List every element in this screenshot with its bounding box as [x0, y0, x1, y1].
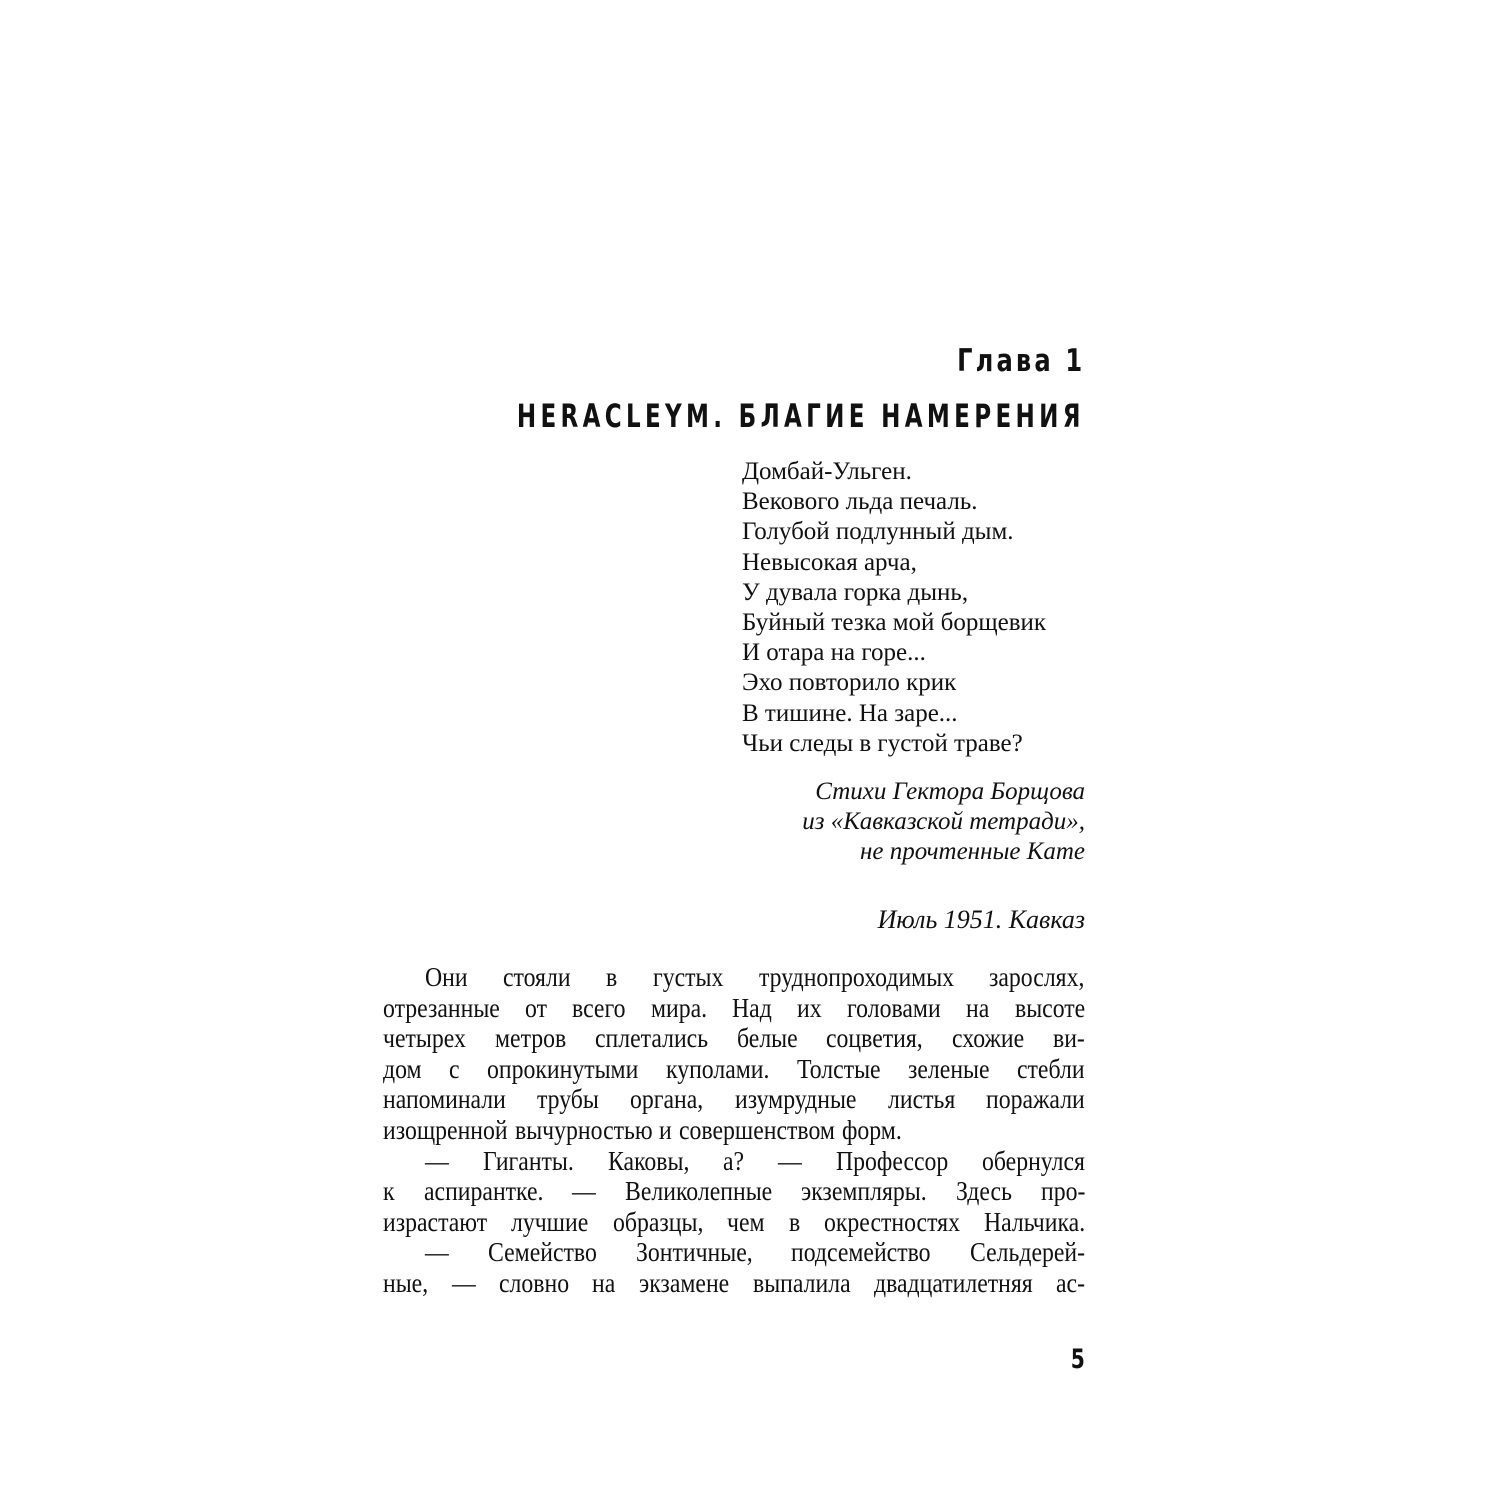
body-line: к аспирантке. — Великолепные экземпляры. Здесь про- — [383, 1176, 1085, 1207]
body-line: ные, — словно на экзамене выпалила двадцатилетняя ас- — [383, 1267, 1085, 1298]
book-page — [383, 0, 1085, 1500]
poem-line: Невысокая арча, — [742, 548, 917, 576]
page-number: 5 — [1070, 1344, 1085, 1375]
body-line: напоминали трубы органа, изумрудные листья поражали — [383, 1084, 1085, 1115]
poem-line: Буйный тезка мой борщевик — [742, 609, 1047, 637]
dateline: Июль 1951. Кавказ — [877, 905, 1085, 934]
chapter-title: HERACLEYM. БЛАГИЕ НАМЕРЕНИЯ — [517, 397, 1085, 435]
body-line: четырех метров сплетались белые соцветия, схожие ви- — [383, 1023, 1085, 1054]
poem-line: Эхо повторило крик — [742, 669, 957, 697]
poem-line: Векового льда печаль. — [742, 488, 978, 516]
attribution-line: из «Кавказской тетради», — [802, 808, 1085, 835]
body-line: дом с опрокинутыми куполами. Толстые зеленые стебли — [383, 1053, 1086, 1084]
body-text — [383, 962, 1085, 1299]
poem-line: Чьи следы в густой траве? — [742, 729, 1023, 757]
body-line: — Семейство Зонтичные, подсемейство Сельдерей- — [425, 1237, 1085, 1268]
attribution-line: Стихи Гектора Борщова — [815, 778, 1085, 805]
epigraph-poem — [742, 457, 1046, 759]
body-line: — Гиганты. Каковы, а? — Профессор обернулся — [425, 1145, 1085, 1176]
body-line: Они стояли в густых труднопроходимых зарослях, — [425, 962, 1085, 992]
body-line: отрезанные от всего мира. Над их головами на высоте — [383, 992, 1085, 1023]
chapter-label: Глава 1 — [956, 343, 1085, 379]
attribution-line: не прочтенные Кате — [859, 838, 1085, 865]
body-line: израстают лучшие образцы, чем в окрестностях Нальчика. — [383, 1206, 1086, 1237]
poem-line: Домбай-Ульген. — [742, 458, 912, 485]
body-line: изощренной вычурностью и совершенством форм. — [383, 1114, 902, 1145]
poem-line: И отара на горе... — [742, 639, 926, 667]
poem-line: В тишине. На заре... — [742, 699, 958, 727]
poem-line: У дувала горка дынь, — [742, 578, 969, 606]
epigraph-attribution — [802, 777, 1085, 867]
poem-line: Голубой подлунный дым. — [742, 518, 1014, 546]
